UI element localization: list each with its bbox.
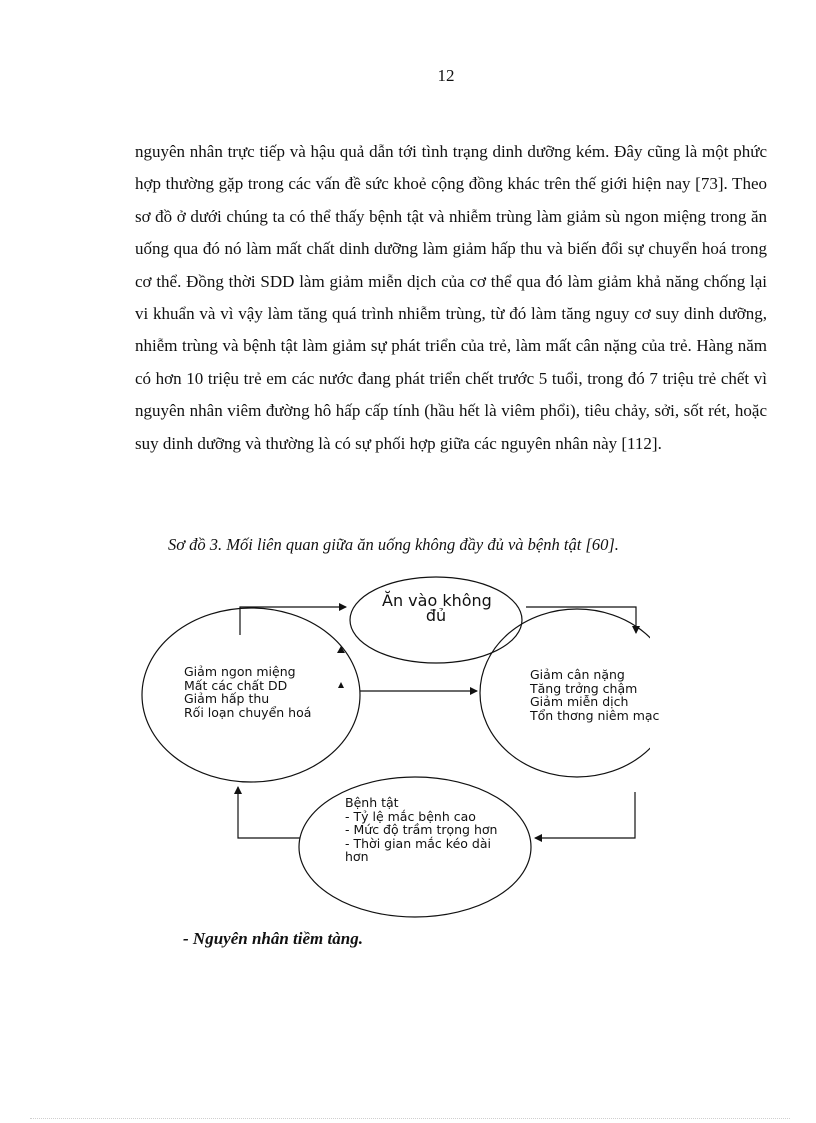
diagram-caption: Sơ đồ 3. Mối liên quan giữa ăn uống không đầy đủ và bệnh tật [60]. [168,535,619,554]
right-node-label: Giảm cân nặng Tăng trởng chậm Giảm miễn dịch Tổn thơng niêm mạc [530,667,660,723]
diagram-graphics [130,575,650,925]
triangle-marker [338,682,344,688]
arrow-bottom-to-left [238,787,300,838]
page-bottom-divider [30,1118,790,1119]
arrow-top-to-right [526,607,636,633]
top-node-label: Ăn vào không đủ [382,591,492,625]
arrow-right-to-bottom [535,792,635,838]
body-paragraph: nguyên nhân trực tiếp và hậu quả dẫn tới tình trạng dinh dưỡng kém. Đây cũng là một phức hợp thường gặp trong các vấn đề sức khoẻ cộng đồng khác trên thế giới hiện nay [73]. Theo sơ đồ ở dưới chúng ta có thể thấy bệnh tật và nhiễm trùng làm giảm sù ngon miệng trong ăn uống qua đó nó làm mất chất dinh dưỡng làm giảm hấp thu và biến đổi sự chuyển hoá trong cơ thể. Đồng thời SDD làm giảm miễn dịch của cơ thể qua đó làm giảm khả năng chống lại vi khuẩn và vì vậy làm tăng quá trình nhiễm trùng, từ đó làm tăng nguy cơ suy dinh dưỡng, nhiễm trùng và bệnh tật làm giảm sự phát triển của trẻ, làm mất cân nặng của trẻ. Hàng năm có hơn 10 triệu trẻ em các nước đang phát triển chết trước 5 tuổi, trong đó 7 triệu trẻ chết vì nguyên nhân viêm đường hô hấp cấp tính (hầu hết là viêm phổi), tiêu chảy, sởi, sốt rét, hoặc suy dinh dưỡng và thường là có sự phối hợp giữa các nguyên nhân này [112]. [135,142,767,453]
section-heading: - Nguyên nhân tiềm tàng. [183,929,363,948]
left-node-label: Giảm ngon miệng Mất các chất DD Giảm hấp thu Rối loạn chuyển hoá [184,664,312,720]
page-number: 12 [437,66,455,85]
cycle-diagram [130,575,660,925]
bottom-node-label: Bệnh tật - Tỷ lệ mắc bệnh cao - Mức độ trầm trọng hơn - Thời gian mắc kéo dài hơn [345,795,498,864]
arrow-left-to-top [240,607,346,635]
